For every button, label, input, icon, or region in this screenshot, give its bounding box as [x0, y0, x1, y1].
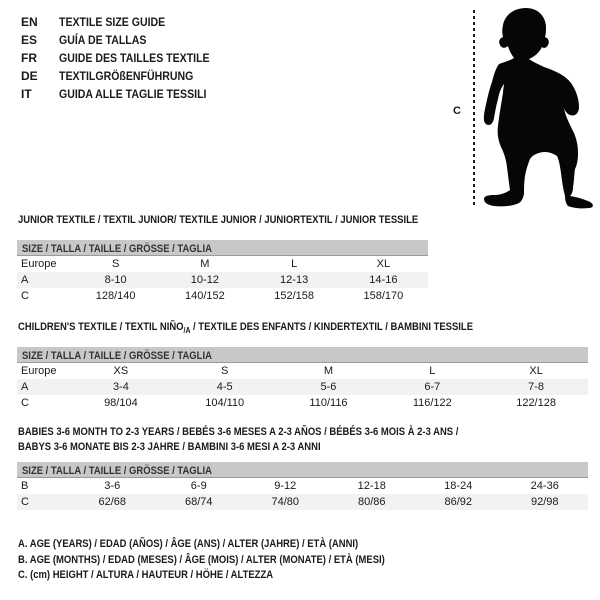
baby-silhouette — [481, 5, 596, 212]
language-row — [21, 85, 230, 103]
height-cell: 122/128 — [516, 397, 556, 409]
language-code: FR — [21, 51, 37, 65]
size-header-text: SIZE / TALLA / TAILLE / GRÖSSE / TAGLIA — [22, 465, 212, 477]
row-label: Europe — [21, 365, 57, 377]
language-code: EN — [21, 15, 38, 29]
language-title: TEXTILGRÖßENFÜHRUNG — [59, 69, 194, 83]
babies-title-line1: BABIES 3-6 MONTH TO 2-3 YEARS / BEBÉS 3-6 MESES A 2-3 AÑOS / BÉBÉS 3-6 MOIS À 2-3 ANS / — [18, 426, 459, 438]
size-header-text: SIZE / TALLA / TAILLE / GRÖSSE / TAGLIA — [22, 350, 212, 362]
row-label: C — [17, 494, 69, 510]
children-table-title — [18, 320, 473, 338]
language-list — [21, 13, 230, 103]
junior-size-header-bar — [17, 240, 428, 256]
size-cell: XL — [529, 365, 543, 377]
height-measure-dashed-line — [473, 10, 475, 206]
height-cell: 158/170 — [363, 290, 404, 302]
table-row — [17, 272, 428, 288]
language-row — [21, 13, 230, 31]
size-cell: S — [221, 365, 229, 377]
age-cell: 24-36 — [530, 480, 559, 492]
row-label: B — [21, 480, 29, 492]
babies-size-header-bar — [17, 462, 588, 478]
table-row — [17, 256, 428, 272]
age-cell: 12-18 — [357, 480, 386, 492]
babies-size-table — [17, 462, 588, 510]
age-cell: 3-4 — [69, 379, 173, 395]
language-title: GUÍA DE TALLAS — [59, 33, 147, 47]
language-code: ES — [21, 33, 38, 47]
legend — [18, 537, 445, 584]
size-cell: XL — [376, 258, 391, 270]
age-cell: 8-10 — [71, 272, 160, 288]
language-title: GUIDE DES TAILLES TEXTILE — [59, 51, 210, 65]
size-cell: M — [200, 258, 210, 270]
row-label: C — [21, 290, 29, 302]
size-header-text: SIZE / TALLA / TAILLE / GRÖSSE / TAGLIA — [22, 243, 212, 255]
row-label: C — [21, 397, 29, 409]
language-code: DE — [21, 69, 38, 83]
children-size-header-bar — [17, 347, 588, 363]
row-label: A — [17, 379, 69, 395]
height-cell: 104/110 — [205, 397, 245, 409]
age-cell: 5-6 — [277, 379, 381, 395]
row-label: A — [17, 272, 71, 288]
babies-table-title — [18, 425, 458, 455]
babies-title-line2: BABYS 3-6 MONATE BIS 2-3 JAHRE / BAMBINI 3-6 MESI A 2-3 ANNI — [18, 441, 321, 453]
height-cell: 116/122 — [412, 397, 452, 409]
height-cell: 98/104 — [104, 397, 138, 409]
age-cell: 12-13 — [250, 272, 339, 288]
age-cell: 4-5 — [173, 379, 277, 395]
children-table — [17, 363, 588, 411]
height-cell: 80/86 — [329, 494, 416, 510]
language-row — [21, 31, 230, 49]
size-cell: XS — [113, 365, 129, 377]
size-cell: S — [111, 258, 120, 270]
children-size-table — [17, 347, 588, 411]
height-cell: 110/116 — [309, 397, 348, 409]
table-row — [17, 395, 588, 411]
age-cell: 6-7 — [380, 379, 484, 395]
junior-table-title: JUNIOR TEXTILE / TEXTIL JUNIOR/ TEXTILE JUNIOR / JUNIORTEXTIL / JUNIOR TESSILE — [18, 214, 419, 226]
height-cell: 152/158 — [274, 290, 314, 302]
legend-note-a: A. AGE (YEARS) / EDAD (AÑOS) / ÂGE (ANS) / ALTER (JAHRE) / ETÀ (ANNI) — [18, 538, 359, 550]
children-title-prefix: CHILDREN'S TEXTILE / TEXTIL NIÑO — [18, 321, 184, 333]
age-cell: 14-16 — [339, 272, 428, 288]
language-title: GUIDA ALLE TAGLIE TESSILI — [59, 87, 207, 101]
language-code: IT — [21, 87, 32, 101]
age-cell: 9-12 — [274, 480, 297, 492]
age-cell: 6-9 — [190, 480, 207, 492]
language-row — [21, 49, 230, 67]
row-label: Europe — [21, 258, 57, 270]
language-row — [21, 67, 230, 85]
size-cell: L — [291, 258, 298, 270]
size-cell: L — [429, 365, 436, 377]
babies-table — [17, 478, 588, 510]
height-cell: 86/92 — [415, 494, 502, 510]
junior-table — [17, 256, 428, 304]
table-row — [17, 288, 428, 304]
language-title: TEXTILE SIZE GUIDE — [59, 15, 166, 29]
height-cell: 128/140 — [95, 290, 136, 302]
height-measure-label: C — [453, 105, 461, 117]
legend-note-b: B. AGE (MONTHS) / EDAD (MESES) / ÂGE (MOIS) / ALTER (MONATE) / ETÀ (MESI) — [18, 553, 385, 566]
age-cell: 3-6 — [104, 480, 121, 492]
table-row — [17, 494, 588, 510]
height-cell: 74/80 — [242, 494, 329, 510]
table-row — [17, 379, 588, 395]
age-cell: 18-24 — [444, 480, 473, 492]
children-title-sub: /A — [183, 326, 191, 336]
table-row — [17, 363, 588, 379]
height-cell: 68/74 — [156, 494, 243, 510]
height-cell: 140/152 — [184, 290, 225, 302]
size-cell: M — [323, 365, 334, 377]
junior-size-table — [17, 240, 428, 304]
legend-note-c: C. (cm) HEIGHT / ALTURA / HAUTEUR / HÖHE / ALTEZZA — [18, 569, 274, 581]
children-title-suffix: / TEXTILE DES ENFANTS / KINDERTEXTIL / BAMBINI TESSILE — [190, 321, 474, 333]
age-cell: 7-8 — [484, 379, 588, 395]
table-row — [17, 478, 588, 494]
age-cell: 10-12 — [160, 272, 249, 288]
height-cell: 92/98 — [502, 494, 589, 510]
height-cell: 62/68 — [69, 494, 156, 510]
